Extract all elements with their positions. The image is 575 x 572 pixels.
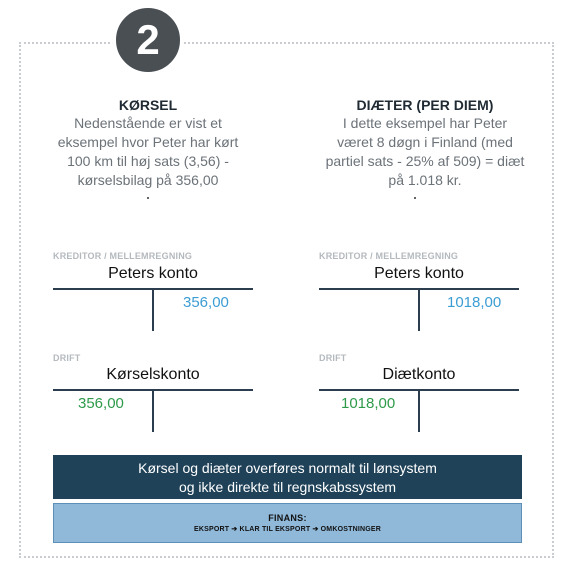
banner-line-2: og ikke direkte til regnskabssystem xyxy=(178,479,397,495)
diaeter-title: DIÆTER (PER DIEM) xyxy=(356,97,494,113)
korsel-line-2: eksempel hvor Peter har kørt xyxy=(57,134,239,150)
t-account-divider xyxy=(152,389,154,432)
korsel-debit-account-name: Kørselskonto xyxy=(106,366,200,383)
finans-flow: EKSPORT ➔ KLAR TIL EKSPORT ➔ OMKOSTNINGER xyxy=(193,526,382,533)
korsel-description xyxy=(33,96,263,190)
korsel-credit-amount: 356,00 xyxy=(183,294,229,311)
diaeter-debit-account-name: Diætkonto xyxy=(382,366,456,383)
step-number-badge: 2 xyxy=(112,4,184,76)
finans-box xyxy=(53,503,522,543)
banner-line-1: Kørsel og diæter overføres normalt til lønsystem xyxy=(138,460,437,476)
diaeter-line-2: været 8 døgn i Finland (med xyxy=(337,134,513,150)
korsel-line-3: 100 km til høj sats (3,56) - xyxy=(67,153,229,169)
diaeter-debit-label: DRIFT xyxy=(319,353,347,363)
separator-dot xyxy=(414,197,416,199)
t-account-divider xyxy=(152,288,154,331)
korsel-credit-account-name: Peters konto xyxy=(108,265,198,282)
finans-title: FINANS: xyxy=(268,513,307,523)
separator-dot xyxy=(147,197,149,199)
transfer-note-banner xyxy=(53,455,522,499)
korsel-credit-label: KREDITOR / MELLEMREGNING xyxy=(53,251,193,261)
diaeter-debit-amount: 1018,00 xyxy=(341,395,396,412)
korsel-title: KØRSEL xyxy=(118,97,178,113)
korsel-line-4: kørselsbilag på 356,00 xyxy=(77,172,219,188)
korsel-debit-label: DRIFT xyxy=(53,353,81,363)
diaeter-description xyxy=(310,96,540,190)
korsel-line-1: Nedenstående er vist et xyxy=(74,115,222,131)
diaeter-credit-amount: 1018,00 xyxy=(447,294,502,311)
t-account-divider xyxy=(418,389,420,432)
diaeter-line-4: på 1.018 kr. xyxy=(388,172,462,188)
diaeter-credit-account-name: Peters konto xyxy=(374,265,464,282)
diaeter-line-1: I dette eksempel har Peter xyxy=(342,115,508,131)
t-account-divider xyxy=(418,288,420,331)
diaeter-line-3: partiel sats - 25% af 509) = diæt xyxy=(325,153,525,169)
diaeter-credit-label: KREDITOR / MELLEMREGNING xyxy=(319,251,459,261)
korsel-debit-amount: 356,00 xyxy=(78,395,124,412)
